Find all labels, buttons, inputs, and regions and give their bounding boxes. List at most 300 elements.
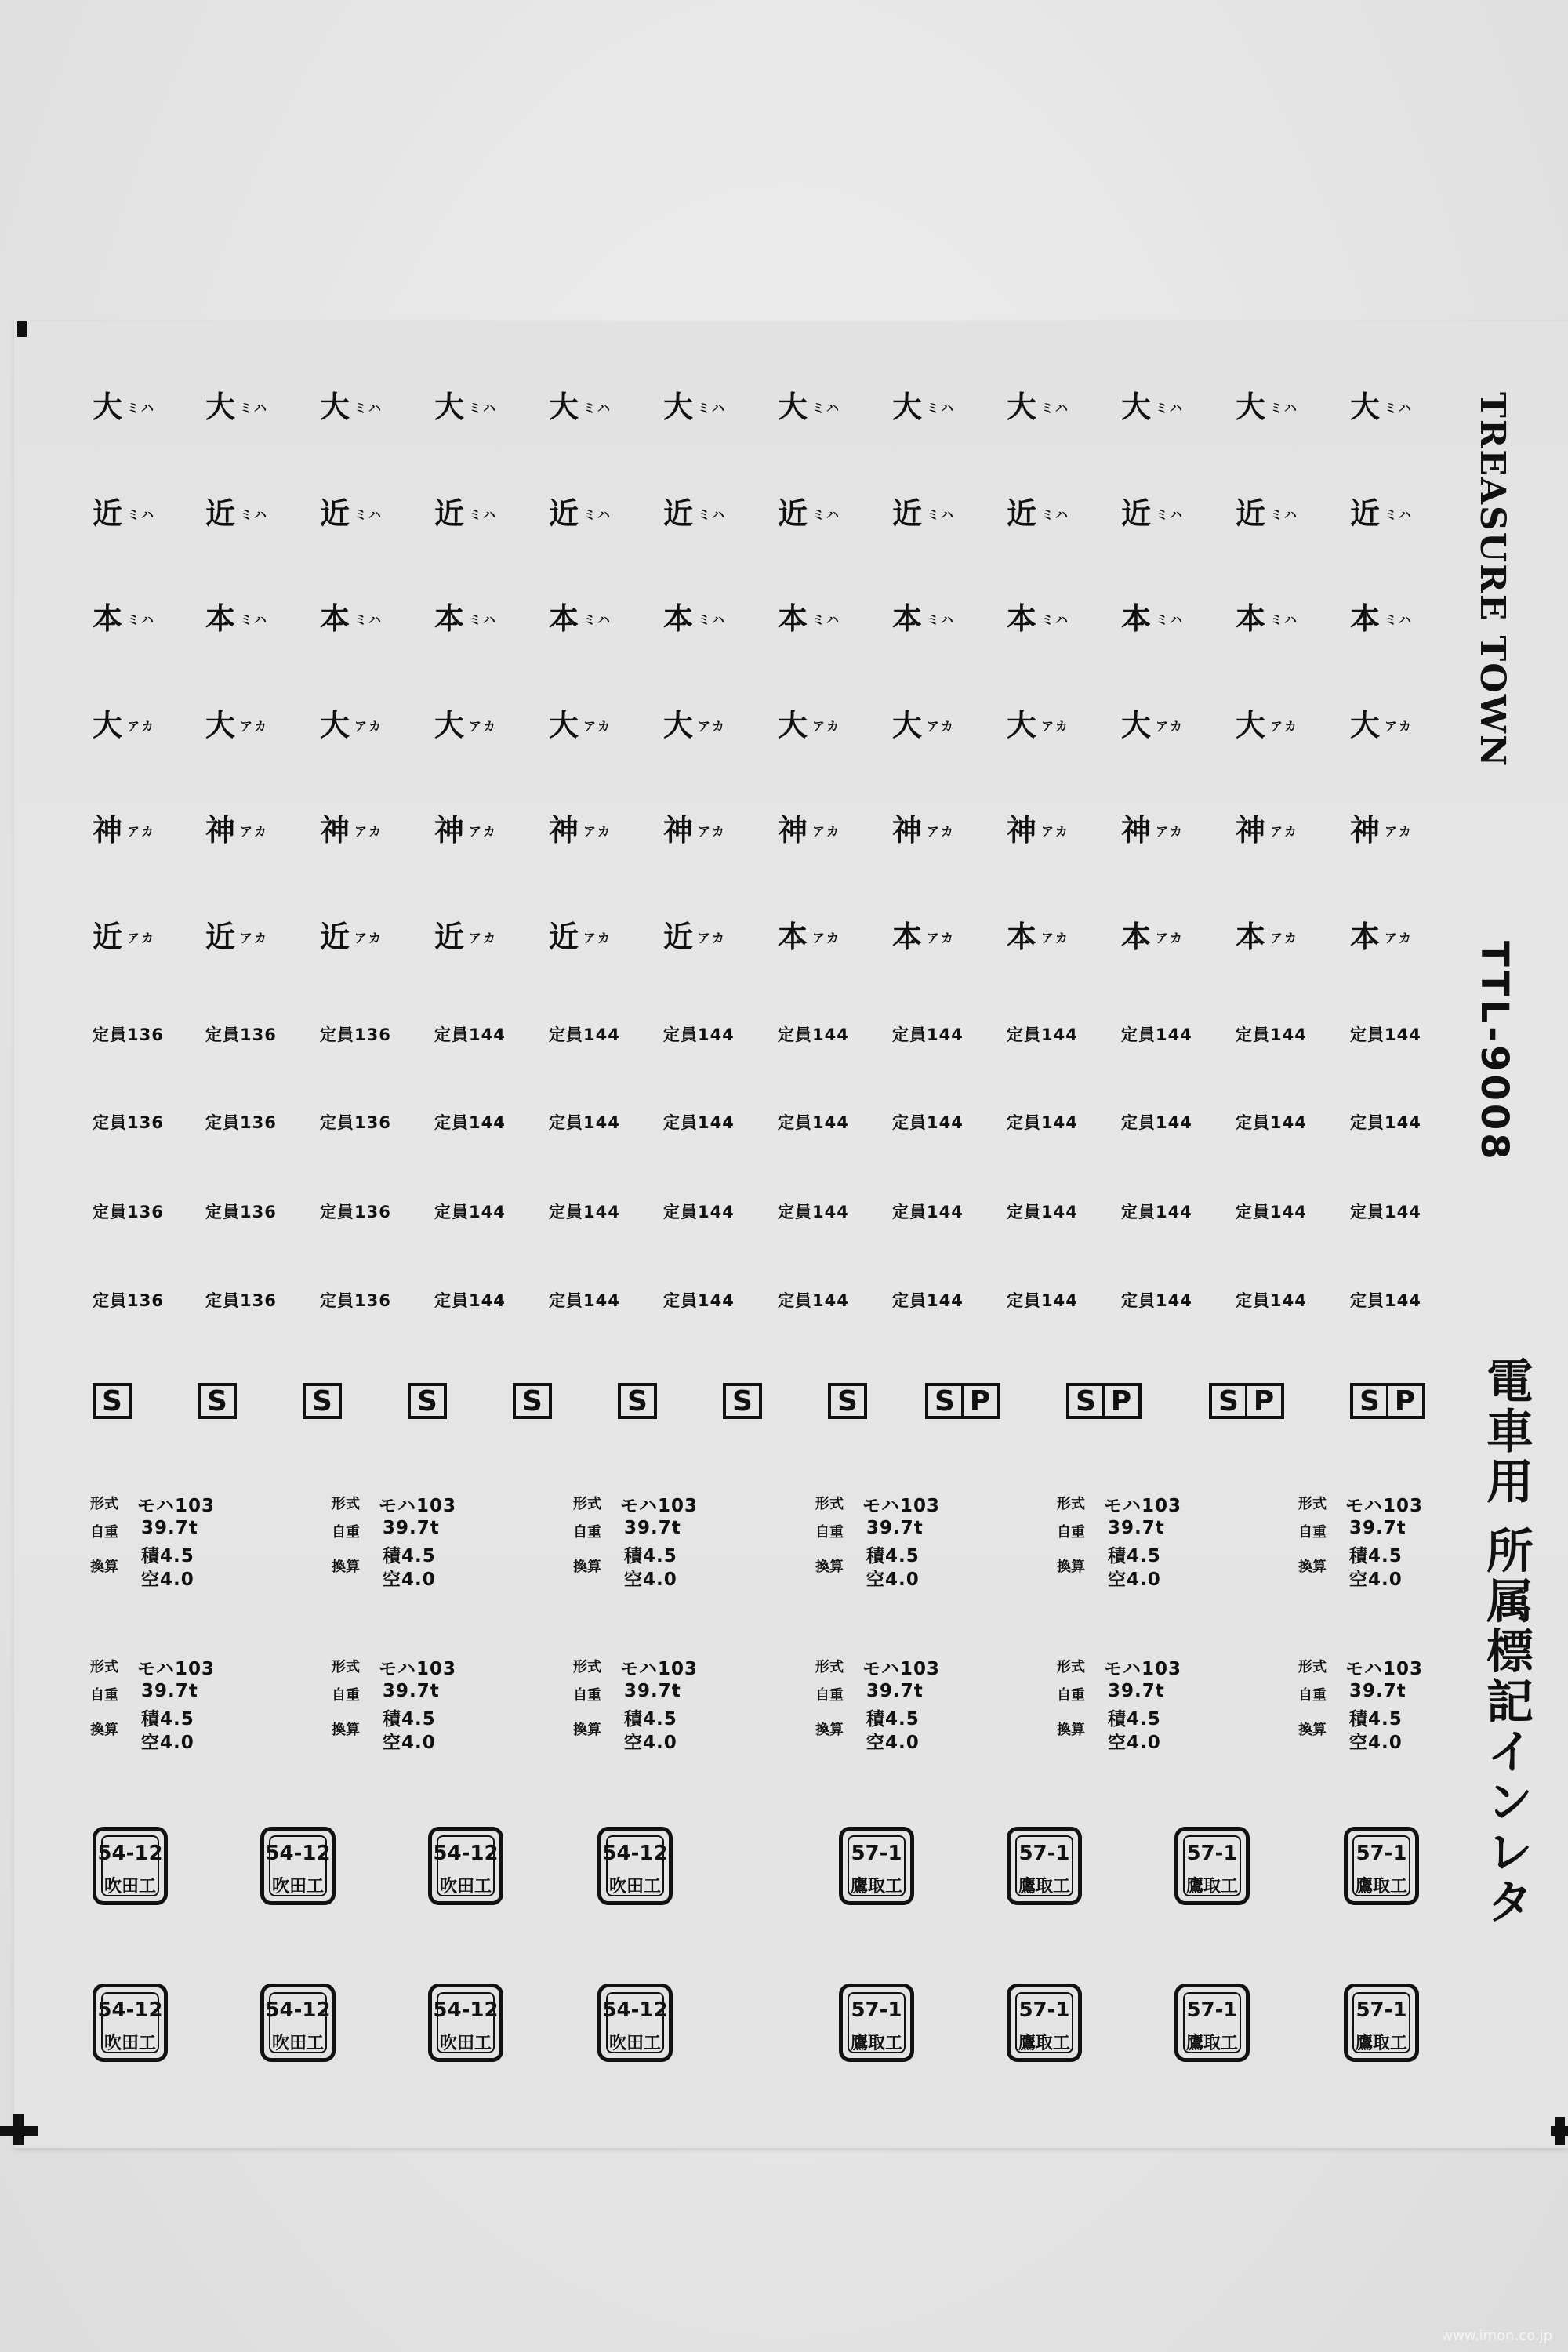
depot-mark-kanji: 近: [93, 496, 123, 531]
depot-mark: [434, 813, 497, 848]
depot-mark-kanji: 神: [1007, 813, 1037, 848]
depot-mark: [93, 922, 155, 952]
depot-mark-kana: ミハ: [1156, 507, 1185, 522]
weight-value: 39.7t: [383, 1518, 440, 1538]
depot-mark-kana: アカ: [354, 931, 383, 946]
type-label: 形式: [573, 1496, 601, 1512]
weight-value: 39.7t: [141, 1518, 198, 1538]
depot-mark: [549, 922, 612, 952]
depot-mark-kanji: 近: [1236, 496, 1266, 531]
weight-label: 自重: [1298, 1687, 1327, 1704]
depot-mark: [1121, 496, 1185, 531]
depot-mark: [205, 710, 268, 740]
plate-works: 吹田工: [271, 2034, 324, 2053]
depot-mark: [320, 601, 383, 636]
depot-mark: [549, 813, 612, 848]
depot-mark-kanji: 大: [1350, 708, 1381, 742]
capacity-label: 定員144: [778, 1025, 849, 1044]
depot-mark-kana: アカ: [127, 719, 155, 734]
spec-label-block: [332, 1491, 481, 1593]
depot-mark-kanji: 神: [778, 813, 808, 848]
empty-value: 空4.0: [141, 1570, 194, 1590]
capacity-label: 定員136: [93, 1025, 164, 1044]
works-plate-takatori: [839, 1984, 914, 2062]
type-value: モハ103: [1104, 1496, 1182, 1516]
spec-label-block: [815, 1491, 964, 1593]
capacity-label: 定員144: [1236, 1291, 1307, 1310]
depot-mark: [434, 496, 498, 531]
depot-mark-kana: ミハ: [354, 612, 383, 627]
depot-mark: [93, 813, 155, 848]
weight-value: 39.7t: [624, 1518, 681, 1538]
registration-mark-bottom-right-v: [1555, 2117, 1565, 2145]
s-mark: [828, 1383, 867, 1419]
s-mark: [513, 1383, 552, 1419]
plate-date: 57-1: [1186, 1998, 1238, 2022]
type-value: モハ103: [379, 1659, 457, 1679]
spec-label-block: [573, 1654, 722, 1756]
depot-mark-kanji: 大: [549, 390, 579, 424]
depot-mark-kana: アカ: [469, 719, 497, 734]
weight-label: 自重: [90, 1687, 118, 1704]
depot-mark-kanji: 本: [778, 920, 808, 954]
plate-works: 鷹取工: [1018, 1877, 1070, 1896]
capacity-label: 定員144: [663, 1025, 735, 1044]
sp-mark-letter: P: [961, 1386, 996, 1416]
s-mark-letter: S: [837, 1385, 858, 1417]
spec-label-block: [90, 1491, 239, 1593]
plate-works: 吹田工: [103, 2034, 156, 2053]
depot-mark: [549, 496, 612, 531]
capacity-label: 定員136: [205, 1291, 277, 1310]
depot-mark: [778, 496, 841, 531]
capacity-label: 定員144: [892, 1291, 964, 1310]
depot-mark-kana: ミハ: [469, 401, 498, 416]
depot-mark-kana: アカ: [1385, 719, 1413, 734]
sp-mark-letter: P: [1386, 1386, 1421, 1416]
weight-label: 自重: [332, 1687, 360, 1704]
depot-mark-kana: ミハ: [127, 507, 156, 522]
works-plate-suita: [428, 1827, 503, 1905]
spec-label-block: [90, 1654, 239, 1756]
plate-date: 57-1: [851, 1842, 902, 1865]
capacity-label: 定員144: [1121, 1203, 1192, 1221]
capacity-label: 定員144: [1350, 1203, 1421, 1221]
depot-mark-kanji: 近: [434, 920, 465, 954]
depot-mark-kanji: 大: [93, 708, 123, 742]
depot-mark-kana: アカ: [927, 931, 955, 946]
loaded-value: 積4.5: [624, 1546, 677, 1566]
depot-mark-kanji: 本: [1236, 920, 1266, 954]
depot-mark-kanji: 本: [549, 601, 579, 636]
type-label: 形式: [332, 1659, 360, 1675]
depot-mark-kana: ミハ: [1385, 507, 1414, 522]
type-label: 形式: [1298, 1659, 1327, 1675]
depot-mark-kanji: 大: [892, 390, 923, 424]
loaded-value: 積4.5: [141, 1709, 194, 1730]
s-mark: [408, 1383, 447, 1419]
depot-mark-kanji: 本: [778, 601, 808, 636]
empty-value: 空4.0: [624, 1570, 677, 1590]
depot-mark-kana: ミハ: [1385, 612, 1414, 627]
depot-mark-kana: アカ: [354, 719, 383, 734]
works-plate-takatori: [1007, 1827, 1082, 1905]
depot-mark-kana: ミハ: [1041, 612, 1070, 627]
depot-mark-kana: アカ: [812, 719, 840, 734]
depot-mark: [1121, 392, 1184, 422]
loaded-value: 積4.5: [866, 1546, 920, 1566]
depot-mark: [1121, 813, 1184, 848]
capacity-label: 定員136: [205, 1203, 277, 1221]
depot-mark: [1236, 392, 1298, 422]
depot-mark-kana: ミハ: [469, 507, 498, 522]
works-plate-suita: [597, 1984, 673, 2062]
depot-mark: [1350, 392, 1413, 422]
depot-mark-kanji: 本: [1007, 920, 1037, 954]
s-mark: [303, 1383, 342, 1419]
weight-value: 39.7t: [383, 1681, 440, 1701]
capacity-label: 定員144: [892, 1113, 964, 1132]
depot-mark-kana: ミハ: [127, 401, 156, 416]
product-code: TTL-9008: [1472, 941, 1516, 1163]
depot-mark: [778, 601, 841, 636]
depot-mark-kanji: 神: [320, 813, 350, 848]
depot-mark-kanji: 神: [1121, 813, 1152, 848]
works-plate-suita: [428, 1984, 503, 2062]
works-plate-suita: [597, 1827, 673, 1905]
depot-mark: [892, 392, 955, 422]
depot-mark: [892, 601, 956, 636]
depot-mark-kanji: 近: [320, 496, 350, 531]
depot-mark-kana: ミハ: [927, 612, 956, 627]
depot-mark: [892, 710, 955, 740]
capacity-label: 定員144: [1007, 1291, 1078, 1310]
depot-mark-kana: ミハ: [583, 507, 612, 522]
empty-value: 空4.0: [866, 1733, 920, 1753]
type-value: モハ103: [1104, 1659, 1182, 1679]
depot-mark-kanji: 本: [320, 601, 350, 636]
depot-mark-kana: アカ: [583, 719, 612, 734]
depot-mark: [1236, 710, 1298, 740]
depot-mark: [549, 710, 612, 740]
works-plate-suita: [93, 1827, 168, 1905]
capacity-label: 定員144: [892, 1203, 964, 1221]
depot-mark-kanji: 近: [1007, 496, 1037, 531]
depot-mark: [93, 392, 155, 422]
depot-mark-kanji: 神: [892, 813, 923, 848]
depot-mark: [1350, 813, 1413, 848]
registration-mark-bottom-left-v: [13, 2114, 24, 2145]
depot-mark: [892, 496, 956, 531]
sheet-side-title: [1472, 392, 1535, 2054]
loaded-value: 積4.5: [1349, 1546, 1403, 1566]
depot-mark-kanji: 大: [778, 708, 808, 742]
depot-mark-kana: アカ: [240, 719, 268, 734]
depot-mark-kanji: 近: [663, 496, 694, 531]
depot-mark-kanji: 近: [549, 496, 579, 531]
depot-mark-kana: ミハ: [1041, 401, 1070, 416]
depot-mark-kana: アカ: [812, 824, 840, 839]
depot-mark-kana: ミハ: [469, 612, 498, 627]
loaded-value: 積4.5: [624, 1709, 677, 1730]
weight-value: 39.7t: [141, 1681, 198, 1701]
empty-value: 空4.0: [624, 1733, 677, 1753]
works-plate-suita: [93, 1984, 168, 2062]
depot-mark-kanji: 大: [1236, 390, 1266, 424]
depot-mark: [320, 710, 383, 740]
plate-date: 57-1: [1018, 1998, 1070, 2022]
depot-mark: [892, 813, 955, 848]
capacity-label: 定員136: [320, 1025, 391, 1044]
empty-value: 空4.0: [866, 1570, 920, 1590]
depot-mark-kana: アカ: [1041, 931, 1069, 946]
conversion-label: 換算: [573, 1559, 601, 1575]
depot-mark-kanji: 大: [320, 708, 350, 742]
depot-mark: [663, 710, 726, 740]
empty-value: 空4.0: [383, 1570, 436, 1590]
sp-mark: [1350, 1383, 1425, 1419]
plate-date: 57-1: [1186, 1842, 1238, 1865]
sp-mark-letter: S: [1076, 1385, 1096, 1417]
depot-mark-kanji: 大: [892, 708, 923, 742]
depot-mark-kanji: 神: [205, 813, 236, 848]
s-mark: [198, 1383, 237, 1419]
registration-mark-top-left: [17, 321, 27, 337]
conversion-label: 換算: [573, 1722, 601, 1738]
depot-mark: [1007, 813, 1069, 848]
depot-mark-kanji: 近: [205, 920, 236, 954]
weight-label: 自重: [1298, 1524, 1327, 1541]
capacity-label: 定員144: [1007, 1025, 1078, 1044]
depot-mark: [663, 813, 726, 848]
weight-label: 自重: [332, 1524, 360, 1541]
depot-mark-kana: ミハ: [927, 507, 956, 522]
weight-value: 39.7t: [1108, 1681, 1165, 1701]
depot-mark-kanji: 神: [93, 813, 123, 848]
depot-mark: [549, 392, 612, 422]
depot-mark-kana: アカ: [698, 719, 726, 734]
depot-mark-kana: アカ: [1270, 824, 1298, 839]
spec-label-block: [1298, 1654, 1447, 1756]
depot-mark: [1121, 922, 1184, 952]
plate-date: 57-1: [851, 1998, 902, 2022]
works-plate-takatori: [1344, 1984, 1419, 2062]
depot-mark-kana: ミハ: [698, 401, 727, 416]
spec-label-block: [573, 1491, 722, 1593]
s-mark: [723, 1383, 762, 1419]
capacity-label: 定員136: [93, 1203, 164, 1221]
s-mark-letter: S: [102, 1385, 122, 1417]
depot-mark: [205, 392, 268, 422]
loaded-value: 積4.5: [1108, 1709, 1161, 1730]
type-label: 形式: [815, 1496, 844, 1512]
depot-mark-kanji: 大: [93, 390, 123, 424]
empty-value: 空4.0: [1349, 1733, 1403, 1753]
depot-mark-kanji: 神: [549, 813, 579, 848]
depot-mark-kana: アカ: [1270, 719, 1298, 734]
depot-mark-kanji: 大: [205, 390, 236, 424]
depot-mark-kanji: 大: [205, 708, 236, 742]
plate-works: 吹田工: [103, 1877, 156, 1896]
depot-mark: [205, 601, 269, 636]
type-label: 形式: [90, 1659, 118, 1675]
depot-mark-kana: ミハ: [583, 401, 612, 416]
weight-label: 自重: [815, 1524, 844, 1541]
depot-mark: [1007, 601, 1070, 636]
capacity-label: 定員144: [1236, 1025, 1307, 1044]
s-mark-letter: S: [312, 1385, 332, 1417]
depot-mark: [1121, 601, 1185, 636]
depot-mark-kanji: 近: [663, 920, 694, 954]
depot-mark-kanji: 大: [549, 708, 579, 742]
plate-works: 鷹取工: [1018, 2034, 1070, 2053]
capacity-label: 定員144: [1236, 1113, 1307, 1132]
depot-mark-kanji: 近: [434, 496, 465, 531]
type-label: 形式: [90, 1496, 118, 1512]
depot-mark: [205, 496, 269, 531]
depot-mark: [434, 601, 498, 636]
depot-mark-kana: アカ: [354, 824, 383, 839]
depot-mark-kana: ミハ: [1156, 612, 1185, 627]
depot-mark-kanji: 神: [663, 813, 694, 848]
plate-works: 吹田工: [439, 2034, 492, 2053]
conversion-label: 換算: [815, 1559, 844, 1575]
weight-value: 39.7t: [866, 1681, 924, 1701]
plate-works: 鷹取工: [850, 2034, 902, 2053]
empty-value: 空4.0: [1349, 1570, 1403, 1590]
depot-mark-kanji: 近: [778, 496, 808, 531]
depot-mark-kanji: 大: [320, 390, 350, 424]
loaded-value: 積4.5: [1349, 1709, 1403, 1730]
depot-mark-kanji: 近: [549, 920, 579, 954]
weight-value: 39.7t: [624, 1681, 681, 1701]
weight-value: 39.7t: [1349, 1518, 1406, 1538]
sp-mark: [1209, 1383, 1284, 1419]
depot-mark-kana: ミハ: [812, 612, 841, 627]
capacity-label: 定員136: [205, 1025, 277, 1044]
depot-mark-kana: アカ: [469, 824, 497, 839]
type-label: 形式: [1057, 1496, 1085, 1512]
depot-mark-kana: アカ: [1041, 719, 1069, 734]
sp-mark-letter: P: [1245, 1386, 1280, 1416]
depot-mark-kanji: 本: [434, 601, 465, 636]
depot-mark-kana: アカ: [1041, 824, 1069, 839]
s-mark-letter: S: [627, 1385, 648, 1417]
depot-mark: [320, 392, 383, 422]
depot-mark: [434, 710, 497, 740]
depot-mark-kanji: 神: [1350, 813, 1381, 848]
plate-works: 鷹取工: [850, 1877, 902, 1896]
capacity-label: 定員144: [1007, 1113, 1078, 1132]
works-plate-takatori: [1174, 1827, 1250, 1905]
s-mark: [618, 1383, 657, 1419]
weight-label: 自重: [573, 1687, 601, 1704]
type-value: モハ103: [379, 1496, 457, 1516]
works-plate-takatori: [1007, 1984, 1082, 2062]
depot-mark-kanji: 本: [892, 920, 923, 954]
capacity-label: 定員144: [1007, 1203, 1078, 1221]
type-label: 形式: [332, 1496, 360, 1512]
spec-label-block: [1057, 1654, 1206, 1756]
plate-date: 54-12: [433, 1998, 499, 2022]
depot-mark-kana: アカ: [583, 824, 612, 839]
depot-mark: [1350, 922, 1413, 952]
plate-works: 鷹取工: [1185, 1877, 1238, 1896]
depot-mark: [320, 922, 383, 952]
plate-date: 57-1: [1356, 1998, 1407, 2022]
capacity-label: 定員144: [1350, 1025, 1421, 1044]
depot-mark-kana: アカ: [127, 931, 155, 946]
depot-mark-kanji: 本: [1121, 920, 1152, 954]
works-plate-suita: [260, 1984, 336, 2062]
weight-value: 39.7t: [1349, 1681, 1406, 1701]
weight-value: 39.7t: [1108, 1518, 1165, 1538]
depot-mark: [205, 922, 268, 952]
depot-mark-kana: ミハ: [1156, 401, 1185, 416]
plate-date: 57-1: [1018, 1842, 1070, 1865]
depot-mark-kana: ミハ: [1041, 507, 1070, 522]
depot-mark-kana: ミハ: [698, 612, 727, 627]
depot-mark-kanji: 大: [778, 390, 808, 424]
s-mark-letter: S: [732, 1385, 753, 1417]
depot-mark: [663, 922, 726, 952]
capacity-label: 定員144: [434, 1113, 506, 1132]
capacity-label: 定員144: [1350, 1113, 1421, 1132]
depot-mark: [434, 922, 497, 952]
sp-mark-letter: P: [1102, 1386, 1138, 1416]
depot-mark: [93, 601, 156, 636]
type-value: モハ103: [137, 1659, 216, 1679]
depot-mark-kana: ミハ: [354, 401, 383, 416]
depot-mark: [1007, 710, 1069, 740]
type-value: モハ103: [1345, 1496, 1424, 1516]
capacity-label: 定員144: [549, 1291, 620, 1310]
depot-mark-kana: アカ: [240, 931, 268, 946]
capacity-label: 定員144: [1121, 1291, 1192, 1310]
depot-mark-kana: ミハ: [1385, 401, 1414, 416]
depot-mark: [93, 496, 156, 531]
capacity-label: 定員136: [93, 1113, 164, 1132]
capacity-label: 定員144: [663, 1291, 735, 1310]
plate-works: 吹田工: [271, 1877, 324, 1896]
spec-label-block: [332, 1654, 481, 1756]
plate-date: 54-12: [602, 1998, 668, 2022]
depot-mark-kana: アカ: [469, 931, 497, 946]
type-label: 形式: [573, 1659, 601, 1675]
type-value: モハ103: [862, 1496, 941, 1516]
loaded-value: 積4.5: [383, 1546, 436, 1566]
sp-mark-letter: S: [1359, 1385, 1380, 1417]
depot-mark-kanji: 大: [1350, 390, 1381, 424]
capacity-label: 定員144: [434, 1291, 506, 1310]
depot-mark-kanji: 近: [1121, 496, 1152, 531]
depot-mark: [1236, 813, 1298, 848]
depot-mark-kana: アカ: [1156, 824, 1184, 839]
loaded-value: 積4.5: [383, 1709, 436, 1730]
s-mark-letter: S: [417, 1385, 437, 1417]
depot-mark-kanji: 本: [1350, 920, 1381, 954]
weight-label: 自重: [90, 1524, 118, 1541]
conversion-label: 換算: [1057, 1559, 1085, 1575]
capacity-label: 定員136: [320, 1113, 391, 1132]
depot-mark: [778, 710, 840, 740]
plate-date: 54-12: [265, 1998, 331, 2022]
depot-mark-kanji: 本: [205, 601, 236, 636]
depot-mark-kana: ミハ: [240, 401, 269, 416]
depot-mark-kanji: 近: [1350, 496, 1381, 531]
empty-value: 空4.0: [1108, 1733, 1161, 1753]
plate-date: 54-12: [433, 1842, 499, 1865]
